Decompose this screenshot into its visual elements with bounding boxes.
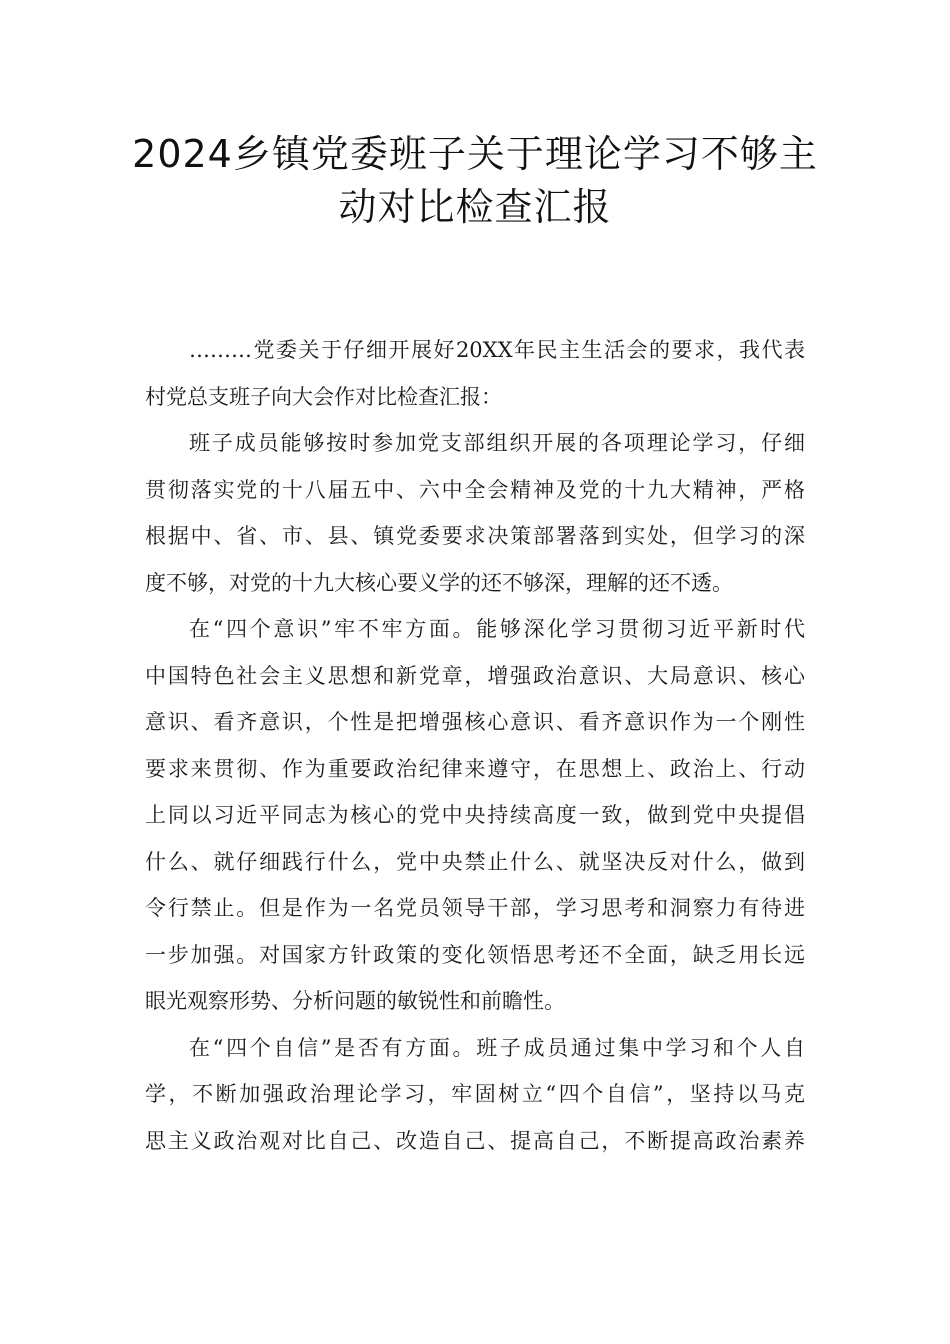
text-line: 在“四个意识”牢不牢方面。能够深化学习贯彻习近平新时代 xyxy=(189,617,805,641)
text-line: 在“四个自信”是否有方面。班子成员通过集中学习和个人自 xyxy=(189,1035,805,1060)
text-line: 眼光观察形势、分析问题的敏锐性和前瞻性。 xyxy=(145,989,565,1013)
document-title xyxy=(120,128,830,234)
document-body xyxy=(145,327,805,1164)
text-line: ………党委关于仔细开展好20XX年民主生活会的要求，我代表 xyxy=(189,338,805,362)
text-line: 根据中、省、市、县、镇党委要求决策部署落到实处，但学习的深 xyxy=(145,524,805,548)
text-line: 要求来贯彻、作为重要政治纪律来遵守，在思想上、政治上、行动 xyxy=(145,756,805,781)
text-line: 贯彻落实党的十八届五中、六中全会精神及党的十九大精神，严格 xyxy=(145,477,805,502)
title-line: 动对比检查汇报 xyxy=(338,185,612,229)
text-line: 一步加强。对国家方针政策的变化领悟思考还不全面，缺乏用长远 xyxy=(145,942,805,967)
text-line: 度不够，对党的十九大核心要义学的还不够深，理解的还不透。 xyxy=(145,570,733,595)
text-line: 上同以习近平同志为核心的党中央持续高度一致，做到党中央提倡 xyxy=(145,803,805,827)
text-line: 令行禁止。但是作为一名党员领导干部，学习思考和洞察力有待进 xyxy=(145,896,805,920)
title-line: 2024乡镇党委班子关于理论学习不够主 xyxy=(132,132,818,176)
text-line: 中国特色社会主义思想和新党章，增强政治意识、大局意识、核心 xyxy=(145,663,805,688)
paragraph-four-confidences xyxy=(145,1025,805,1165)
text-line: 村党总支班子向大会作对比检查汇报： xyxy=(145,384,502,409)
paragraph-intro xyxy=(145,327,805,420)
text-line: 学，不断加强政治理论学习，牢固树立“四个自信”，坚持以马克 xyxy=(145,1082,805,1106)
paragraph-four-consciousness xyxy=(145,606,805,1025)
text-line: 什么、就仔细践行什么，党中央禁止什么、就坚决反对什么，做到 xyxy=(145,849,805,874)
text-line: 意识、看齐意识，个性是把增强核心意识、看齐意识作为一个刚性 xyxy=(145,710,805,734)
text-line: 思主义政治观对比自己、改造自己、提高自己，不断提高政治素养 xyxy=(145,1128,805,1153)
text-line: 班子成员能够按时参加党支部组织开展的各项理论学习，仔细 xyxy=(189,431,805,455)
paragraph-theory-study xyxy=(145,420,805,606)
